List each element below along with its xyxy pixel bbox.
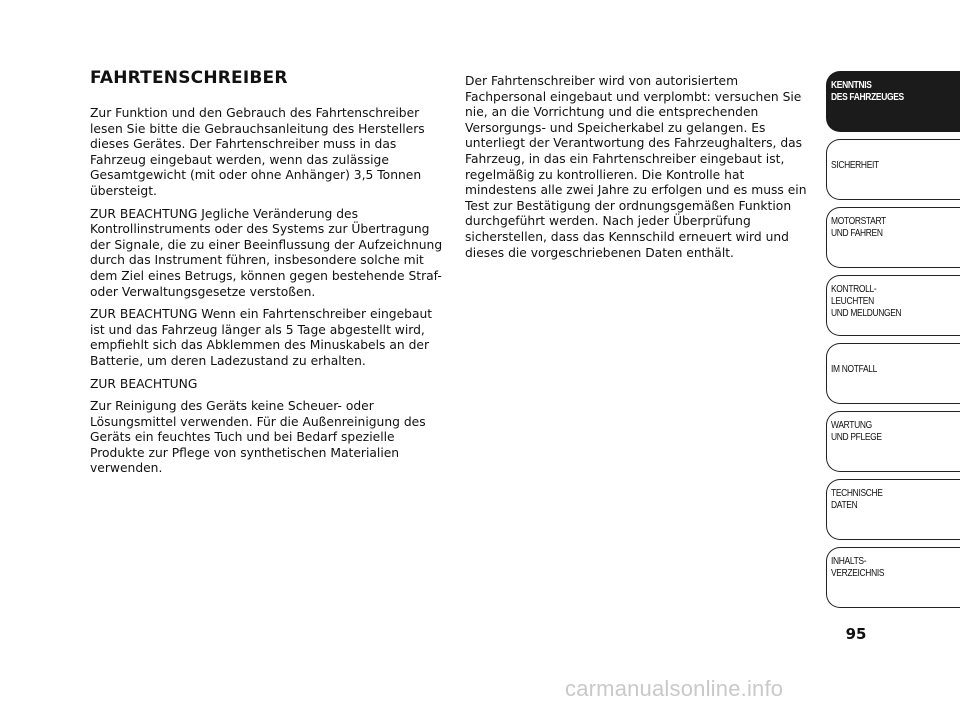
right-column: [465, 74, 810, 268]
tab-label: INHALTS- VERZEICHNIS: [831, 556, 885, 579]
tab-label: MOTORSTART UND FAHREN: [831, 216, 886, 239]
section-title: FAHRTENSCHREIBER: [90, 68, 288, 88]
tab-im-notfall[interactable]: [826, 343, 960, 404]
tab-label: KENNTNIS DES FAHRZEUGES: [831, 80, 904, 103]
left-column: [90, 68, 450, 484]
tab-label: WARTUNG UND PFLEGE: [831, 420, 882, 443]
tab-inhaltsverzeichnis[interactable]: [826, 547, 960, 608]
chapter-tabs: [826, 71, 960, 615]
tab-kenntnis-des-fahrzeuges[interactable]: [826, 71, 960, 132]
body-paragraph: Zur Funktion und den Gebrauch des Fahrtenschreiber lesen Sie bitte die Gebrauchsanleitung des Herstellers dieses Gerätes. Der Fahrtenschreiber muss in das Fahrzeug eingebaut werden, wenn das zulässige Gesamtgewicht (mit oder ohne Anhänger) 3,5 Tonnen übersteigt.: [90, 106, 425, 198]
tab-technische-daten[interactable]: [826, 479, 960, 540]
body-paragraph: Der Fahrtenschreiber wird von autorisiertem Fachpersonal eingebaut und verplombt: versuchen Sie nie, an die Vorrichtung und die entsprechenden Versorgungs- und Speicherkabel zu gelangen. Es unterliegt der Verantwortung des Fahrzeughalters, das Fahrzeug, in das ein Fahrtenschreiber eingebaut ist, regelmäßig zu kontrollieren. Die Kontrolle hat mindestens alle zwei Jahre zu erfolgen und es muss ein Test zur Bestätigung der ordnungsgemäßen Funktion durchgeführt werden. Nach jeder Überprüfung sicherstellen, dass das Kennschild erneuert wird und dieses die vorgeschriebenen Daten enthält.: [465, 74, 807, 260]
tab-sicherheit[interactable]: [826, 139, 960, 200]
tab-wartung-und-pflege[interactable]: [826, 411, 960, 472]
watermark: carmanualsonline.info: [565, 676, 784, 701]
page-number: 95: [845, 625, 867, 643]
tab-label: SICHERHEIT: [831, 160, 879, 171]
tab-motorstart-und-fahren[interactable]: [826, 207, 960, 268]
tab-kontrollleuchten-und-meldungen[interactable]: [826, 275, 960, 336]
tab-label: IM NOTFALL: [831, 364, 877, 375]
tab-label: KONTROLL- LEUCHTEN UND MELDUNGEN: [831, 284, 902, 319]
body-paragraph: Zur Reinigung des Geräts keine Scheuer- oder Lösungsmittel verwenden. Für die Außenreinigung des Geräts ein feuchtes Tuch und bei Bedarf spezielle Produkte zur Pflege von synthetischen Materialien verwenden.: [90, 399, 426, 476]
tab-label: TECHNISCHE DATEN: [831, 488, 883, 511]
warning-paragraph: ZUR BEACHTUNG Wenn ein Fahrtenschreiber eingebaut ist und das Fahrzeug länger als 5 Tage abgestellt wird, empfiehlt sich das Abklemmen des Minuskabels an der Batterie, um deren Ladezustand zu erhalten.: [90, 307, 433, 368]
warning-heading: ZUR BEACHTUNG: [90, 376, 198, 391]
warning-paragraph: ZUR BEACHTUNG Jegliche Veränderung des Kontrollinstruments oder des Systems zur Übertragung der Signale, die zu einer Beeinflussung der Aufzeichnung durch das Instrument führen, insbesondere solche mit dem Ziel eines Betrugs, können gegen bestehende Straf- oder Verwaltungsgesetze verstoßen.: [90, 206, 443, 299]
